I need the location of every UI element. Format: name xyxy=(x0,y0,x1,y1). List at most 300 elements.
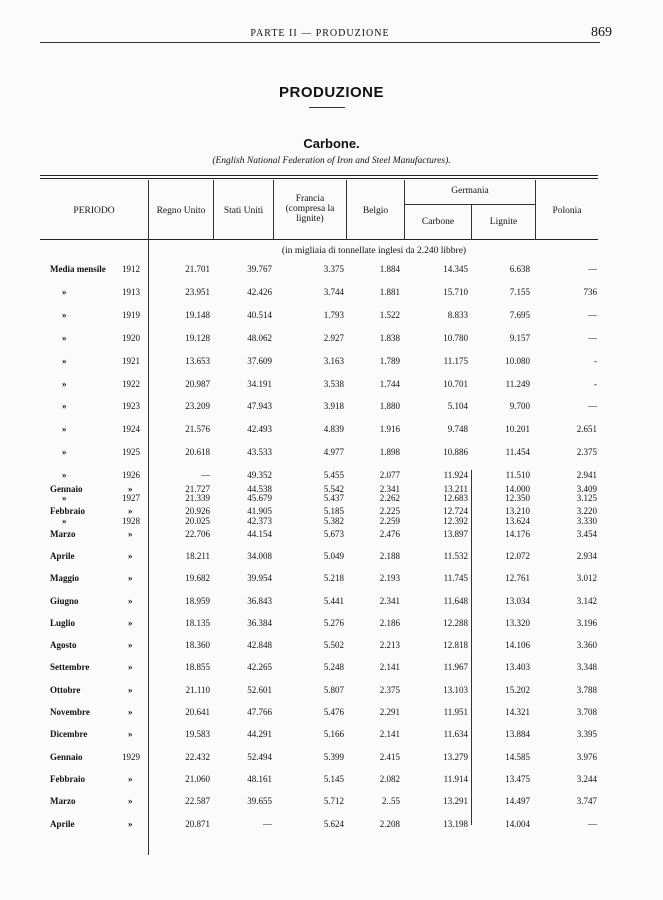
cell-polonia: 3.196 xyxy=(576,617,597,628)
cell-regno-unito: 18.135 xyxy=(185,617,210,628)
cell-belgio: 1.789 xyxy=(379,355,400,366)
cell-regno-unito: 21.110 xyxy=(185,684,210,695)
cell-belgio: 2.082 xyxy=(379,773,400,784)
table-row xyxy=(0,264,663,278)
table-row xyxy=(0,796,663,810)
cell-period: Agosto xyxy=(50,640,77,651)
cell-stati-uniti: 42.373 xyxy=(247,515,272,526)
cell-francia: 5.185 xyxy=(323,506,344,517)
cell-germania-lignite: 13.884 xyxy=(505,729,530,740)
cell-period: » xyxy=(62,470,67,481)
cell-year: 1912 xyxy=(122,264,140,274)
cell-ditto: » xyxy=(128,617,133,628)
cell-francia: 5.218 xyxy=(323,573,344,584)
cell-ditto: » xyxy=(128,506,133,517)
cell-germania-lignite: 14.004 xyxy=(505,818,530,829)
cell-regno-unito: 18.211 xyxy=(185,550,210,561)
table-row xyxy=(0,752,663,766)
cell-belgio: 2.186 xyxy=(379,617,400,628)
cell-belgio: 2.193 xyxy=(379,573,400,584)
cell-period: Media mensile xyxy=(50,264,106,274)
cell-germania-lignite: 14.497 xyxy=(505,796,530,807)
cell-germania-carbone: 11.967 xyxy=(443,662,468,673)
cell-germania-carbone: 12.392 xyxy=(443,515,468,526)
cell-belgio: 2.259 xyxy=(379,515,400,526)
cell-period: » xyxy=(62,378,67,389)
table-row xyxy=(0,640,663,654)
cell-ditto: » xyxy=(128,707,133,717)
col-header-germania: Germania xyxy=(451,186,489,196)
table-row xyxy=(0,819,663,833)
cell-polonia: — xyxy=(588,401,597,412)
cell-germania-lignite: 12.072 xyxy=(505,550,530,561)
cell-ditto: » xyxy=(128,818,133,829)
col-header-francia xyxy=(274,194,346,224)
cell-germania-lignite: 10.080 xyxy=(505,355,530,366)
table-top-rule xyxy=(40,175,598,176)
table-row xyxy=(0,470,663,484)
cell-polonia: 3.125 xyxy=(576,493,597,503)
table-row xyxy=(0,529,663,543)
cell-francia: 5.441 xyxy=(323,595,344,606)
cell-polonia: 2.375 xyxy=(576,447,597,458)
table-row xyxy=(0,573,663,587)
cell-belgio: 2.476 xyxy=(379,528,400,539)
francia-line-3: lignite) xyxy=(296,214,324,224)
cell-germania-carbone: 13.198 xyxy=(443,818,468,829)
cell-germania-lignite: 12.350 xyxy=(505,493,530,503)
cell-period: » xyxy=(62,286,67,297)
cell-regno-unito: 21.060 xyxy=(185,773,210,784)
cell-germania-lignite: 14.000 xyxy=(505,484,530,494)
cell-germania-lignite: 13.624 xyxy=(505,515,530,526)
cell-regno-unito: 22.587 xyxy=(185,796,210,807)
cell-stati-uniti: 42.426 xyxy=(247,286,272,297)
cell-period: Ottobre xyxy=(50,684,81,695)
cell-stati-uniti: 42.848 xyxy=(247,640,272,651)
cell-belgio: 2.415 xyxy=(379,751,400,762)
cell-regno-unito: 20.025 xyxy=(185,515,210,526)
table-row xyxy=(0,729,663,743)
cell-year: 1929 xyxy=(122,751,140,762)
cell-regno-unito: 13.653 xyxy=(185,355,210,366)
cell-stati-uniti: 34.008 xyxy=(247,550,272,561)
cell-ditto: » xyxy=(128,595,133,606)
cell-francia: 3.538 xyxy=(323,378,344,389)
cell-francia: 5.502 xyxy=(323,640,344,651)
cell-regno-unito: 23.951 xyxy=(185,286,210,297)
cell-ditto: » xyxy=(128,484,133,494)
table-row xyxy=(0,774,663,788)
cell-stati-uniti: 52.601 xyxy=(247,684,272,695)
cell-regno-unito: 18.360 xyxy=(185,640,210,651)
section-heading: PARTE II — PRODUZIONE xyxy=(250,28,390,39)
cell-polonia: 3.142 xyxy=(576,595,597,606)
cell-polonia: 736 xyxy=(583,286,597,297)
cell-belgio: 1.838 xyxy=(379,332,400,343)
cell-francia: 4.977 xyxy=(323,447,344,458)
cell-ditto: » xyxy=(128,773,133,784)
table-row xyxy=(0,424,663,438)
cell-stati-uniti: 36.843 xyxy=(247,595,272,606)
cell-regno-unito: 20.987 xyxy=(185,378,210,389)
cell-germania-lignite: 14.176 xyxy=(505,528,530,539)
cell-stati-uniti: 39.954 xyxy=(247,573,272,584)
cell-germania-carbone: 12.724 xyxy=(443,506,468,517)
cell-regno-unito: 19.148 xyxy=(185,309,210,320)
col-header-polonia: Polonia xyxy=(552,206,582,216)
cell-regno-unito: 23.209 xyxy=(185,401,210,412)
cell-ditto: » xyxy=(128,796,133,807)
cell-ditto: » xyxy=(128,729,133,740)
cell-francia: 5.624 xyxy=(323,818,344,829)
cell-stati-uniti: 39.655 xyxy=(247,796,272,807)
cell-period: » xyxy=(62,332,67,343)
cell-francia: 5.382 xyxy=(323,515,344,526)
cell-belgio: 1.522 xyxy=(379,309,400,320)
cell-belgio: 1.880 xyxy=(379,401,400,412)
cell-stati-uniti: — xyxy=(263,818,272,829)
table-row xyxy=(0,596,663,610)
title-rule xyxy=(309,107,345,108)
cell-germania-lignite: 14.106 xyxy=(505,640,530,651)
cell-germania-carbone: 13.103 xyxy=(443,684,468,695)
cell-year: 1919 xyxy=(122,309,140,320)
table-top-rule-2 xyxy=(40,178,598,179)
cell-polonia: 3.454 xyxy=(576,528,597,539)
cell-germania-carbone: 11.634 xyxy=(443,729,468,740)
cell-belgio: 2.262 xyxy=(379,493,400,503)
cell-regno-unito: 20.618 xyxy=(185,447,210,458)
cell-stati-uniti: 52.494 xyxy=(247,751,272,762)
cell-stati-uniti: 45.679 xyxy=(247,493,272,503)
cell-polonia: 3.788 xyxy=(576,684,597,695)
cell-regno-unito: 20.641 xyxy=(185,707,210,717)
cell-belgio: 2.213 xyxy=(379,640,400,651)
cell-period: » xyxy=(62,515,67,526)
cell-germania-carbone: 13.279 xyxy=(443,751,468,762)
cell-belgio: 2.141 xyxy=(379,729,400,740)
cell-period: » xyxy=(62,424,67,435)
cell-year: 1924 xyxy=(122,424,140,435)
cell-germania-lignite: 15.202 xyxy=(505,684,530,695)
cell-germania-lignite: 11.454 xyxy=(505,447,530,458)
cell-polonia: - xyxy=(594,378,597,389)
cell-germania-lignite: 14.321 xyxy=(505,707,530,717)
cell-belgio: 2.225 xyxy=(379,506,400,517)
cell-polonia: 3.244 xyxy=(576,773,597,784)
cell-germania-lignite: 7.695 xyxy=(509,309,530,320)
cell-germania-carbone: 10.701 xyxy=(443,378,468,389)
cell-ditto: » xyxy=(128,640,133,651)
col-header-lignite: Lignite xyxy=(489,217,518,227)
cell-belgio: 2.141 xyxy=(379,662,400,673)
cell-regno-unito: 19.682 xyxy=(185,573,210,584)
cell-year: 1920 xyxy=(122,332,140,343)
cell-stati-uniti: 41.905 xyxy=(247,506,272,517)
table-row xyxy=(0,484,663,498)
cell-regno-unito: 22.432 xyxy=(185,751,210,762)
cell-regno-unito: 18.959 xyxy=(185,595,210,606)
cell-germania-carbone: 15.710 xyxy=(443,286,468,297)
cell-stati-uniti: 42.493 xyxy=(247,424,272,435)
col-header-belgio: Belgio xyxy=(362,206,389,216)
cell-polonia: 3.747 xyxy=(576,796,597,807)
cell-stati-uniti: 36.384 xyxy=(247,617,272,628)
cell-francia: 5.399 xyxy=(323,751,344,762)
cell-stati-uniti: 44.538 xyxy=(247,484,272,494)
cell-germania-lignite: 9.157 xyxy=(509,332,530,343)
cell-regno-unito: 21.576 xyxy=(185,424,210,435)
cell-period: Novembre xyxy=(50,707,90,717)
cell-ditto: » xyxy=(128,528,133,539)
table-row xyxy=(0,401,663,415)
cell-period: Gennaio xyxy=(50,751,83,762)
cell-germania-lignite: 13.475 xyxy=(505,773,530,784)
cell-period: Marzo xyxy=(50,528,76,539)
cell-period: Giugno xyxy=(50,595,79,606)
cell-period: » xyxy=(62,447,67,458)
page-number: 869 xyxy=(591,25,612,40)
running-header xyxy=(40,25,612,44)
cell-stati-uniti: 47.766 xyxy=(247,707,272,717)
cell-period: » xyxy=(62,355,67,366)
cell-period: Febbraio xyxy=(50,506,85,517)
cell-francia: 3.163 xyxy=(323,355,344,366)
cell-germania-lignite: 13.210 xyxy=(505,506,530,517)
cell-francia: 5.437 xyxy=(323,493,344,503)
cell-stati-uniti: 40.514 xyxy=(247,309,272,320)
cell-belgio: 2..55 xyxy=(382,796,400,807)
cell-belgio: 2.291 xyxy=(379,707,400,717)
cell-period: Aprile xyxy=(50,818,75,829)
cell-polonia: 3.330 xyxy=(576,515,597,526)
cell-polonia: 3.012 xyxy=(576,573,597,584)
cell-polonia: — xyxy=(588,818,597,829)
cell-germania-carbone: 8.833 xyxy=(447,309,468,320)
cell-germania-carbone: 11.648 xyxy=(443,595,468,606)
cell-germania-carbone: 10.886 xyxy=(443,447,468,458)
table-row xyxy=(0,618,663,632)
cell-belgio: 1.744 xyxy=(379,378,400,389)
cell-belgio: 2.188 xyxy=(379,550,400,561)
cell-stati-uniti: 43.533 xyxy=(247,447,272,458)
cell-regno-unito: 21.727 xyxy=(185,484,210,494)
cell-germania-lignite: 13.320 xyxy=(505,617,530,628)
cell-francia: 3.744 xyxy=(323,286,344,297)
cell-germania-carbone: 12.288 xyxy=(443,617,468,628)
page-title: PRODUZIONE xyxy=(278,84,384,101)
cell-polonia: — xyxy=(588,264,597,274)
cell-francia: 5.248 xyxy=(323,662,344,673)
table-row xyxy=(0,310,663,324)
cell-stati-uniti: 34.191 xyxy=(247,378,272,389)
table-subtitle: Carbone. xyxy=(303,136,360,151)
cell-francia: 5.276 xyxy=(323,617,344,628)
cell-germania-carbone: 12.683 xyxy=(443,493,468,503)
cell-period: Dicembre xyxy=(50,729,88,740)
source-note: (English National Federation of Iron and Steel Manufactures). xyxy=(212,156,451,166)
col-header-carbone: Carbone xyxy=(421,217,455,227)
cell-year: 1926 xyxy=(122,470,140,481)
cell-year: 1925 xyxy=(122,447,140,458)
table-row xyxy=(0,662,663,676)
francia-line-1: Francia xyxy=(295,194,325,204)
cell-regno-unito: — xyxy=(201,470,210,481)
cell-germania-carbone: 13.897 xyxy=(443,528,468,539)
cell-germania-carbone: 10.780 xyxy=(443,332,468,343)
table-row xyxy=(0,685,663,699)
cell-stati-uniti: 48.161 xyxy=(247,773,272,784)
cell-polonia: 2.651 xyxy=(576,424,597,435)
cell-germania-carbone: 14.345 xyxy=(443,264,468,274)
cell-francia: 2.927 xyxy=(323,332,344,343)
cell-francia: 5.542 xyxy=(323,484,344,494)
unit-note: (in migliaia di tonnellate inglesi da 2.240 libbre) xyxy=(281,246,467,256)
table-row xyxy=(0,379,663,393)
cell-germania-lignite: 12.761 xyxy=(505,573,530,584)
cell-period: Febbraio xyxy=(50,773,85,784)
cell-period: Maggio xyxy=(50,573,79,584)
table-row xyxy=(0,333,663,347)
cell-germania-lignite: 11.249 xyxy=(505,378,530,389)
cell-francia: 5.807 xyxy=(323,684,344,695)
cell-stati-uniti: 37.609 xyxy=(247,355,272,366)
col-header-regno-unito: Regno Unito xyxy=(156,206,206,216)
cell-ditto: » xyxy=(128,662,133,673)
cell-regno-unito: 21.701 xyxy=(185,264,210,274)
cell-germania-carbone: 11.924 xyxy=(443,470,468,481)
cell-regno-unito: 18.855 xyxy=(185,662,210,673)
cell-belgio: 2.208 xyxy=(379,818,400,829)
cell-germania-carbone: 13.211 xyxy=(443,484,468,494)
francia-line-2: (compresa la xyxy=(285,204,335,214)
cell-polonia: 2.941 xyxy=(576,470,597,481)
cell-belgio: 1.898 xyxy=(379,447,400,458)
header-bottom-rule xyxy=(40,239,598,240)
table-row xyxy=(0,287,663,301)
cell-stati-uniti: 39.767 xyxy=(247,264,272,274)
cell-regno-unito: 19.128 xyxy=(185,332,210,343)
cell-francia: 5.673 xyxy=(323,528,344,539)
col-header-stati-uniti: Stati Uniti xyxy=(223,206,264,216)
cell-regno-unito: 22.706 xyxy=(185,528,210,539)
cell-regno-unito: 20.926 xyxy=(185,506,210,517)
table-row xyxy=(0,356,663,370)
cell-period: » xyxy=(62,401,67,412)
cell-germania-lignite: 14.585 xyxy=(505,751,530,762)
germania-subrule xyxy=(405,204,535,205)
cell-francia: 5.455 xyxy=(323,470,344,481)
cell-germania-carbone: 5.104 xyxy=(447,401,468,412)
cell-period: Settembre xyxy=(50,662,90,673)
cell-stati-uniti: 44.291 xyxy=(247,729,272,740)
cell-francia: 5.166 xyxy=(323,729,344,740)
cell-regno-unito: 21.339 xyxy=(185,493,210,503)
cell-year: 1922 xyxy=(122,378,140,389)
cell-germania-lignite: 13.034 xyxy=(505,595,530,606)
cell-francia: 5.049 xyxy=(323,550,344,561)
cell-stati-uniti: 49.352 xyxy=(247,470,272,481)
cell-stati-uniti: 47.943 xyxy=(247,401,272,412)
cell-germania-carbone: 11.914 xyxy=(443,773,468,784)
cell-germania-lignite: 6.638 xyxy=(509,264,530,274)
cell-year: 1913 xyxy=(122,286,140,297)
cell-year: 1928 xyxy=(122,515,140,526)
cell-germania-carbone: 11.175 xyxy=(443,355,468,366)
table-row xyxy=(0,551,663,565)
cell-polonia: — xyxy=(588,309,597,320)
header-rule xyxy=(40,42,600,43)
cell-stati-uniti: 48.062 xyxy=(247,332,272,343)
cell-germania-lignite: 11.510 xyxy=(505,470,530,481)
cell-ditto: » xyxy=(128,550,133,561)
cell-belgio: 1.916 xyxy=(379,424,400,435)
cell-polonia: 2.934 xyxy=(576,550,597,561)
cell-polonia: 3.360 xyxy=(576,640,597,651)
cell-francia: 4.839 xyxy=(323,424,344,435)
cell-polonia: 3.409 xyxy=(576,484,597,494)
cell-polonia: 3.395 xyxy=(576,729,597,740)
cell-francia: 1.793 xyxy=(323,309,344,320)
cell-period: » xyxy=(62,493,67,503)
cell-polonia: 3.976 xyxy=(576,751,597,762)
cell-belgio: 2.077 xyxy=(379,470,400,481)
cell-belgio: 2.375 xyxy=(379,684,400,695)
cell-period: » xyxy=(62,309,67,320)
table-row xyxy=(0,447,663,461)
cell-germania-lignite: 13.403 xyxy=(505,662,530,673)
cell-germania-carbone: 13.291 xyxy=(443,796,468,807)
cell-stati-uniti: 44.154 xyxy=(247,528,272,539)
cell-polonia: - xyxy=(594,355,597,366)
cell-year: 1927 xyxy=(122,493,140,503)
cell-germania-carbone: 9.748 xyxy=(447,424,468,435)
cell-francia: 5.145 xyxy=(323,773,344,784)
cell-polonia: 3.708 xyxy=(576,707,597,717)
cell-period: Aprile xyxy=(50,550,75,561)
cell-francia: 5.712 xyxy=(323,796,344,807)
cell-belgio: 1.884 xyxy=(379,264,400,274)
cell-period: Luglio xyxy=(50,617,76,628)
cell-germania-carbone: 11.951 xyxy=(443,707,468,717)
cell-germania-lignite: 10.201 xyxy=(505,424,530,435)
cell-francia: 3.375 xyxy=(323,264,344,274)
table-row xyxy=(0,506,663,520)
cell-year: 1923 xyxy=(122,401,140,412)
cell-germania-lignite: 9.700 xyxy=(509,401,530,412)
table-row xyxy=(0,707,663,721)
cell-francia: 3.918 xyxy=(323,401,344,412)
cell-germania-carbone: 12.818 xyxy=(443,640,468,651)
cell-francia: 5.476 xyxy=(323,707,344,717)
cell-belgio: 2.341 xyxy=(379,595,400,606)
cell-polonia: 3.348 xyxy=(576,662,597,673)
cell-stati-uniti: 42.265 xyxy=(247,662,272,673)
cell-period: Gennaio xyxy=(50,484,83,494)
cell-period: Marzo xyxy=(50,796,76,807)
cell-ditto: » xyxy=(128,684,133,695)
cell-germania-carbone: 11.745 xyxy=(443,573,468,584)
cell-regno-unito: 19.583 xyxy=(185,729,210,740)
cell-germania-carbone: 11.532 xyxy=(443,550,468,561)
cell-polonia: — xyxy=(588,332,597,343)
cell-belgio: 1.881 xyxy=(379,286,400,297)
col-header-periodo: PERIODO xyxy=(73,206,115,216)
cell-regno-unito: 20.871 xyxy=(185,818,210,829)
cell-ditto: » xyxy=(128,573,133,584)
cell-polonia: 3.220 xyxy=(576,506,597,517)
